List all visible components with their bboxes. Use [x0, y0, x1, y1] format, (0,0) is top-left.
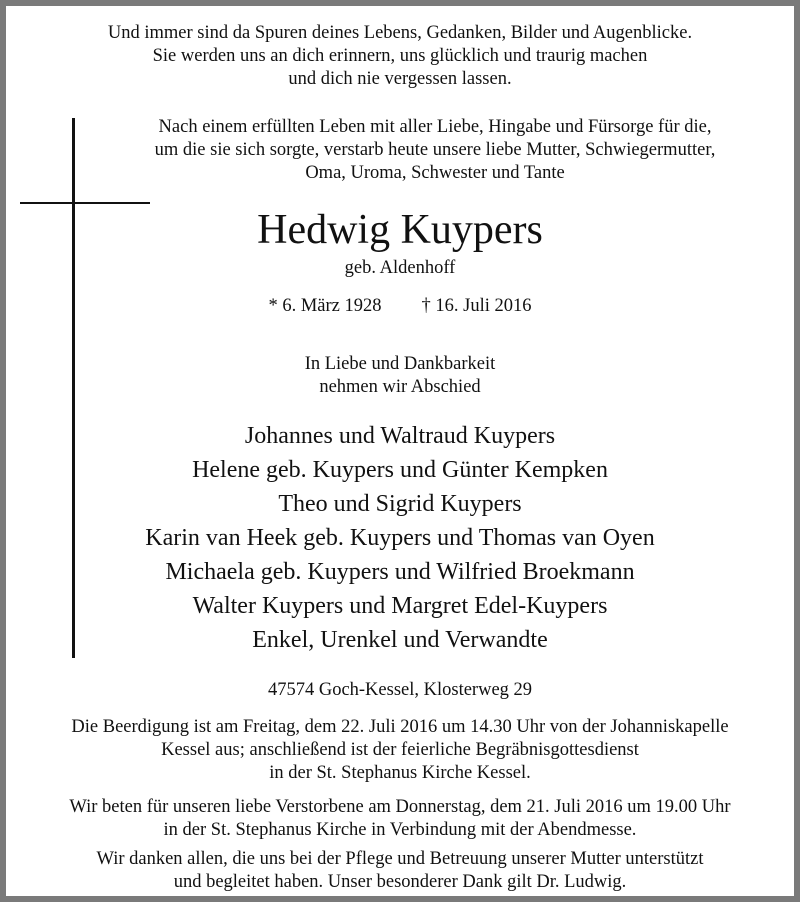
- prayer-info: [6, 796, 794, 842]
- prayer-line: in der St. Stephanus Kirche in Verbindung mit der Abendmesse.: [163, 820, 637, 840]
- mourner-entry: Michaela geb. Kuypers und Wilfried Broekmann: [165, 559, 635, 585]
- prayer-line: Wir beten für unseren liebe Verstorbene am Donnerstag, dem 21. Juli 2016 um 19.00 Uhr: [69, 797, 731, 817]
- mourner-entry: Johannes und Waltraud Kuypers: [244, 423, 556, 449]
- mourner-entry: Karin van Heek geb. Kuypers und Thomas van Oyen: [145, 525, 655, 551]
- mourner-entry: Theo und Sigrid Kuypers: [278, 491, 522, 517]
- funeral-line: Kessel aus; anschließend ist der feierliche Begräbnisgottesdienst: [161, 740, 639, 760]
- life-line: Nach einem erfüllten Leben mit aller Liebe, Hingabe und Fürsorge für die,: [158, 117, 712, 137]
- intro-line: und dich nie vergessen lassen.: [288, 69, 512, 89]
- birth-date: * 6. März 1928: [268, 296, 382, 316]
- mourners-list: [6, 419, 794, 657]
- life-dates: [6, 296, 794, 317]
- thanks-line: Wir danken allen, die uns bei der Pflege und Betreuung unserer Mutter unterstützt: [96, 849, 704, 869]
- funeral-line: in der St. Stephanus Kirche Kessel.: [269, 763, 531, 783]
- family-address: 47574 Goch-Kessel, Klosterweg 29: [267, 680, 533, 700]
- intro-verse: [6, 22, 794, 91]
- thanks-line: und begleitet haben. Unser besonderer Dank gilt Dr. Ludwig.: [173, 872, 627, 892]
- maiden-name: geb. Aldenhoff: [344, 258, 456, 278]
- life-statement: [76, 116, 794, 185]
- thanks-note: [6, 848, 794, 894]
- mourner-entry: Helene geb. Kuypers und Günter Kempken: [192, 457, 608, 483]
- intro-line: Sie werden uns an dich erinnern, uns glücklich und traurig machen: [152, 46, 648, 66]
- farewell-line: In Liebe und Dankbarkeit: [304, 354, 496, 374]
- funeral-line: Die Beerdigung ist am Freitag, dem 22. Juli 2016 um 14.30 Uhr von der Johanniskapelle: [71, 717, 729, 737]
- mourner-entry: Walter Kuypers und Margret Edel-Kuypers: [192, 593, 608, 619]
- farewell-line: nehmen wir Abschied: [319, 377, 481, 397]
- mourner-entry: Enkel, Urenkel und Verwandte: [252, 627, 548, 653]
- intro-line: Und immer sind da Spuren deines Lebens, Gedanken, Bilder und Augenblicke.: [107, 23, 693, 43]
- deceased-name: Hedwig Kuypers: [257, 207, 543, 253]
- life-line: um die sie sich sorgte, verstarb heute unsere liebe Mutter, Schwiegermutter,: [154, 140, 716, 160]
- life-line: Oma, Uroma, Schwester und Tante: [305, 163, 565, 183]
- farewell-text: [6, 353, 794, 399]
- death-date: † 16. Juli 2016: [421, 296, 532, 316]
- obituary-notice: [6, 6, 794, 896]
- funeral-info: [6, 716, 794, 785]
